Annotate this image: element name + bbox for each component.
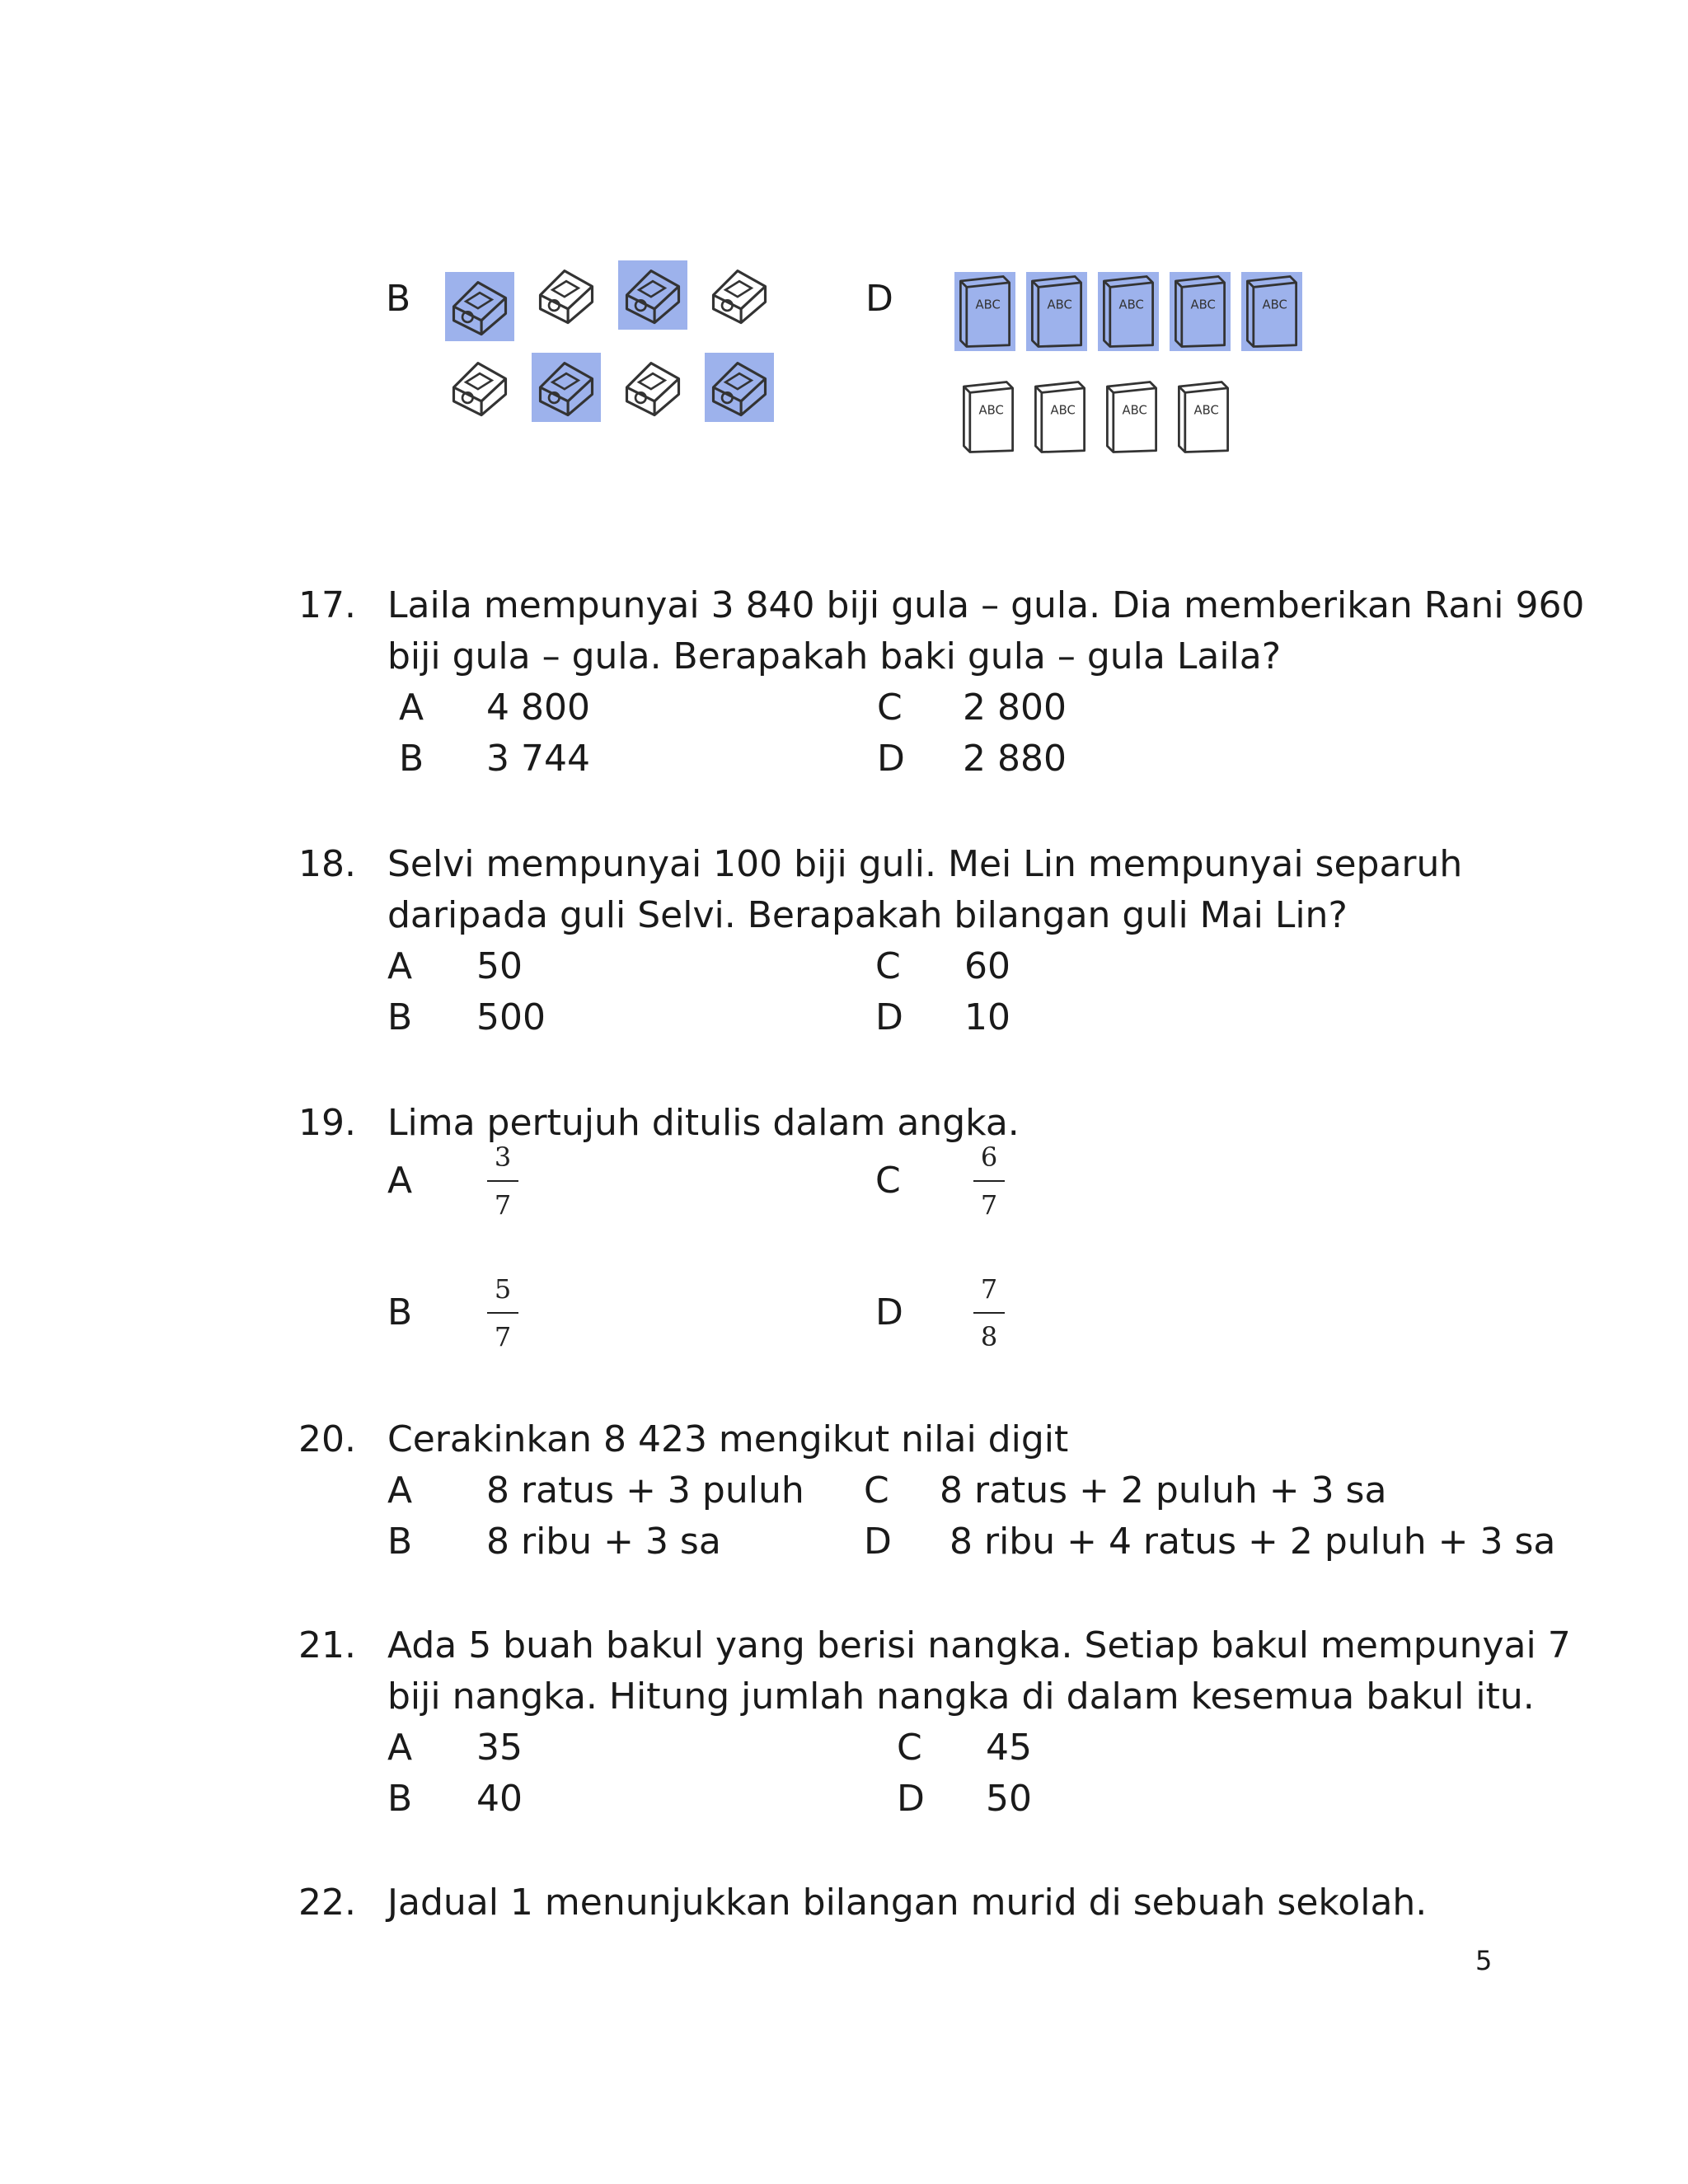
pencil-sharpener-icon — [618, 353, 687, 422]
fraction-numerator: 6 — [980, 1141, 998, 1173]
question-text: Jadual 1 menunjukkan bilangan murid di sebuah sekolah. — [387, 1882, 1428, 1924]
abc-book-icon — [958, 377, 1019, 457]
abc-book-icon — [1173, 377, 1234, 457]
option-value: 3 744 — [486, 738, 590, 780]
option-value: 8 ribu + 3 sa — [486, 1521, 721, 1563]
option-letter: A — [387, 1469, 413, 1511]
fraction-numerator: 5 — [494, 1273, 512, 1305]
fraction-denominator: 7 — [494, 1189, 512, 1221]
option-letter: B — [387, 1291, 413, 1333]
abc-book-icon — [1241, 272, 1302, 351]
pencil-sharpener-icon — [705, 260, 774, 330]
option-letter: C — [877, 687, 903, 729]
pencil-sharpener-icon — [445, 272, 514, 341]
fraction-answer — [968, 1272, 1010, 1353]
fraction-bar — [973, 1312, 1005, 1314]
question-text: Lima pertujuh ditulis dalam angka. — [387, 1102, 1020, 1144]
fraction-answer — [482, 1272, 523, 1353]
fraction-numerator: 7 — [980, 1273, 998, 1305]
fraction-numerator: 3 — [494, 1141, 512, 1173]
option-d-label: D — [865, 278, 893, 320]
abc-book-icon — [1098, 272, 1159, 351]
option-value: 2 880 — [963, 738, 1067, 780]
option-value: 8 ratus + 2 puluh + 3 sa — [940, 1469, 1387, 1511]
option-letter: A — [387, 1160, 413, 1202]
pencil-sharpener-icon — [445, 353, 514, 422]
option-letter: C — [875, 945, 901, 987]
option-letter: D — [897, 1778, 925, 1820]
option-letter: A — [387, 1727, 413, 1769]
question-number: 22. — [298, 1882, 356, 1924]
fraction-bar — [973, 1180, 1005, 1182]
question-number: 18. — [298, 843, 356, 885]
abc-book-icon — [1101, 377, 1162, 457]
abc-book-icon — [954, 272, 1015, 351]
fraction-answer — [968, 1141, 1010, 1221]
abc-book-icon — [1026, 272, 1087, 351]
option-letter: D — [875, 1291, 903, 1333]
question-number: 19. — [298, 1102, 356, 1144]
page-number: 5 — [1475, 1945, 1493, 1976]
option-value: 8 ribu + 4 ratus + 2 puluh + 3 sa — [950, 1521, 1556, 1563]
question-number: 20. — [298, 1418, 356, 1460]
question-number: 17. — [298, 584, 356, 626]
question-text: Ada 5 buah bakul yang berisi nangka. Setiap bakul mempunyai 7 — [387, 1624, 1571, 1666]
question-text: biji gula – gula. Berapakah baki gula – gula Laila? — [387, 635, 1282, 677]
option-b-label: B — [386, 278, 411, 320]
pencil-sharpener-icon — [618, 260, 687, 330]
question-text: daripada guli Selvi. Berapakah bilangan guli Mai Lin? — [387, 894, 1348, 936]
option-letter: D — [864, 1521, 892, 1563]
option-value: 45 — [986, 1727, 1032, 1769]
option-value: 10 — [964, 996, 1010, 1038]
option-value: 40 — [476, 1778, 523, 1820]
option-value: 2 800 — [963, 687, 1067, 729]
fraction-answer — [482, 1141, 523, 1221]
option-letter: B — [387, 996, 413, 1038]
option-value: 50 — [986, 1778, 1032, 1820]
pencil-sharpener-icon — [532, 353, 601, 422]
option-value: 50 — [476, 945, 523, 987]
option-letter: D — [877, 738, 905, 780]
pencil-sharpener-icon — [705, 353, 774, 422]
option-letter: B — [387, 1778, 413, 1820]
fraction-bar — [487, 1180, 518, 1182]
option-value: 4 800 — [486, 687, 590, 729]
question-text: biji nangka. Hitung jumlah nangka di dalam kesemua bakul itu. — [387, 1675, 1535, 1718]
option-letter: B — [399, 738, 424, 780]
option-letter: A — [387, 945, 413, 987]
question-text: Selvi mempunyai 100 biji guli. Mei Lin mempunyai separuh — [387, 843, 1463, 885]
abc-book-icon — [1170, 272, 1231, 351]
option-letter: C — [864, 1469, 889, 1511]
question-number: 21. — [298, 1624, 356, 1666]
fraction-denominator: 8 — [980, 1321, 998, 1352]
fraction-denominator: 7 — [980, 1189, 998, 1221]
option-letter: D — [875, 996, 903, 1038]
option-letter: C — [875, 1160, 901, 1202]
option-value: 500 — [476, 996, 546, 1038]
question-text: Cerakinkan 8 423 mengikut nilai digit — [387, 1418, 1069, 1460]
option-value: 8 ratus + 3 puluh — [486, 1469, 804, 1511]
option-letter: A — [399, 687, 424, 729]
pencil-sharpener-icon — [532, 260, 601, 330]
option-letter: C — [897, 1727, 922, 1769]
question-text: Laila mempunyai 3 840 biji gula – gula. Dia memberikan Rani 960 — [387, 584, 1585, 626]
abc-book-icon — [1029, 377, 1090, 457]
option-value: 35 — [476, 1727, 523, 1769]
option-letter: B — [387, 1521, 413, 1563]
fraction-bar — [487, 1312, 518, 1314]
fraction-denominator: 7 — [494, 1321, 512, 1352]
option-value: 60 — [964, 945, 1010, 987]
